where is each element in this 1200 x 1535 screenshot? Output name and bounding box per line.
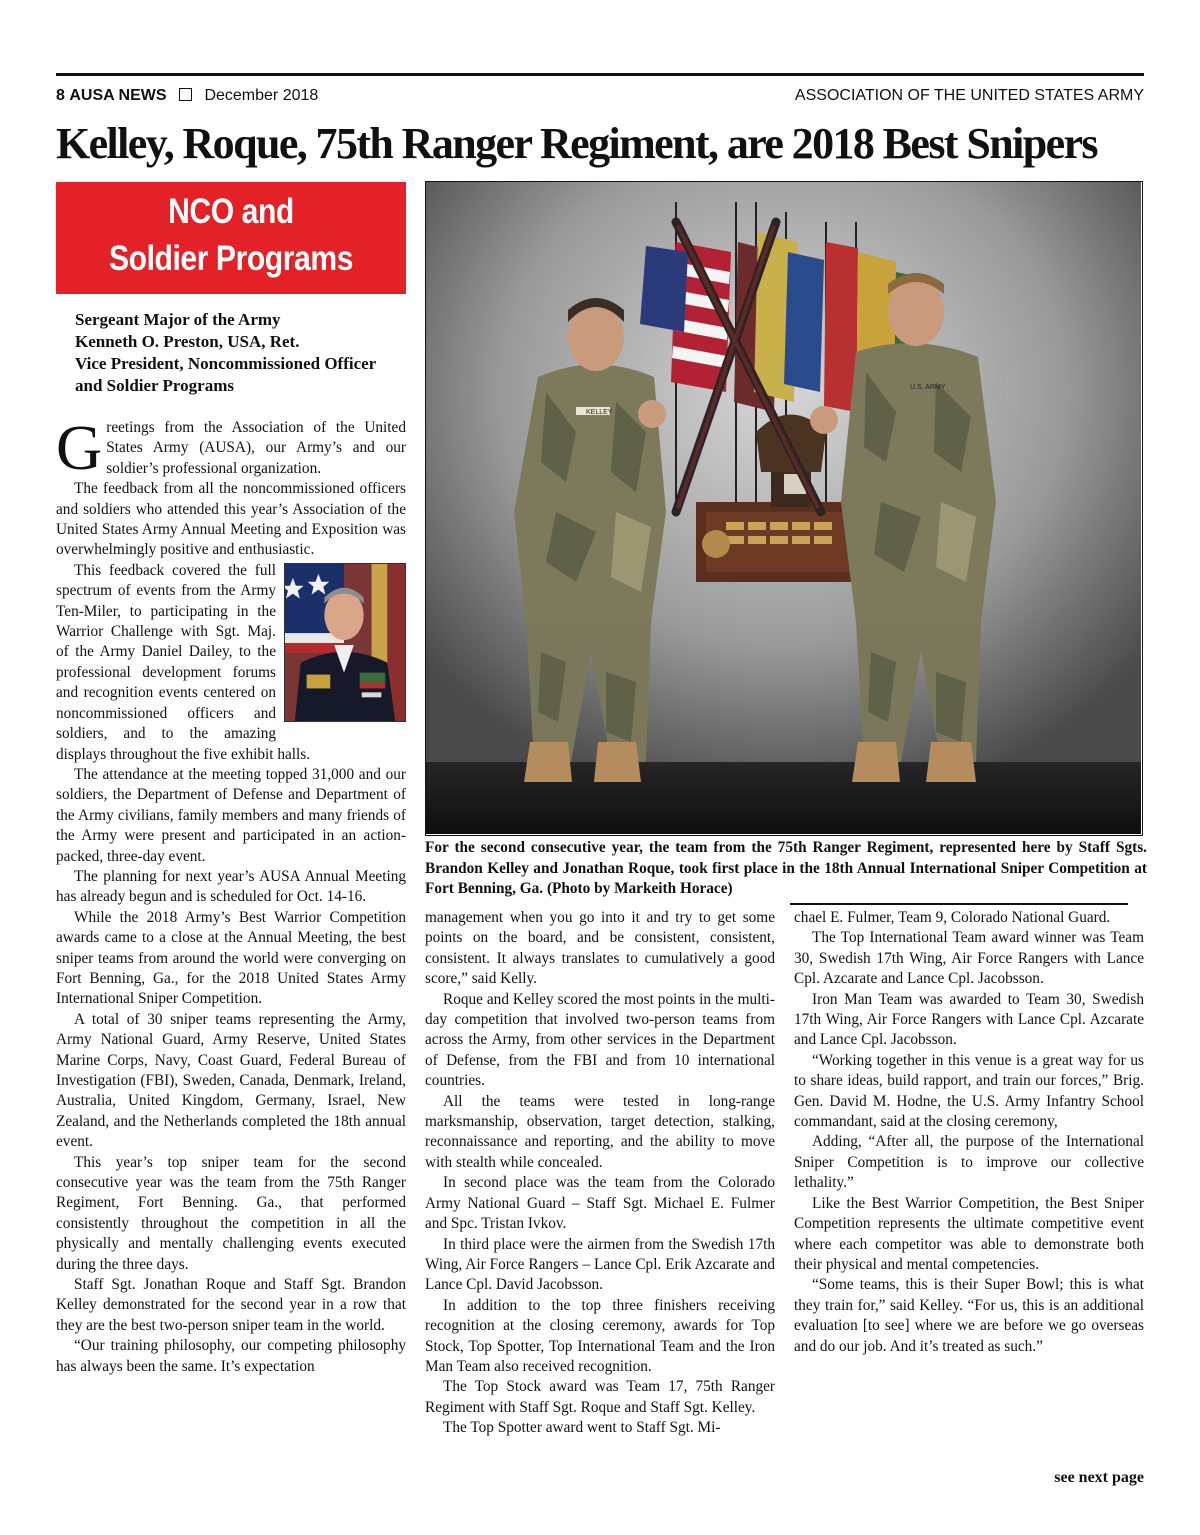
- article-column-2: [425, 908, 775, 1439]
- article-paragraph: In addition to the top three finishers receiving recognition at the closing ceremony, awards for Top Stock, Top Spotter, Top International Team and the Iron Man Team also received recognition.: [425, 1296, 775, 1375]
- top-rule: [56, 73, 1144, 76]
- article-paragraph: A total of 30 sniper teams representing the Army, Army National Guard, Army Reserve, United States Marine Corps, Navy, Coast Guard, Federal Bureau of Investigation (FBI), Sweden, Canada, Denmark, Ireland, Australia, United Kingdom, Germany, Israel, New Zealand, and the Netherlands completed the 18th annual event.: [56, 1010, 406, 1151]
- byline-line: Kenneth O. Preston, USA, Ret.: [75, 332, 300, 351]
- article-paragraph: Roque and Kelley scored the most points in the multi-day competition that involved two-person teams from across the Army, from other services in the Department of Defense, from the FBI and from 10 international countries.: [425, 990, 775, 1090]
- section-banner: [56, 182, 406, 294]
- article-paragraph: [56, 561, 406, 765]
- article-paragraph: Staff Sgt. Jonathan Roque and Staff Sgt. Brandon Kelley demonstrated for the second year in a row that they are the best two-person sniper team in the world.: [56, 1276, 406, 1334]
- paragraph-text: reetings from the Association of the United States Army (AUSA), our Army’s and our soldier’s professional organization.: [106, 419, 406, 477]
- article-paragraph: The feedback from all the noncommissioned officers and soldiers who attended this year’s Association of the United States Army Annual Meeting and Exposition was overwhelmingly positive and enthusiastic.: [56, 480, 406, 559]
- photo-caption: For the second consecutive year, the team from the 75th Ranger Regiment, represented here by Staff Sgts. Brandon Kelley and Jonathan Roque, took first place in the 18th Annual International Sniper Competition at Fort Benning, Ga. (Photo by Markeith Horace): [425, 839, 1147, 897]
- publication-name: AUSA NEWS: [69, 87, 167, 104]
- article-paragraph: All the teams were tested in long-range marksmanship, observation, target detection, stalking, reconnaissance and reporting, and the ability to move with stealth while concealed.: [425, 1092, 775, 1171]
- banner-line-1: NCO and: [168, 192, 294, 231]
- article-paragraph: The Top Stock award was Team 17, 75th Ranger Regiment with Staff Sgt. Roque and Staff Sgt. Kelley.: [425, 1378, 775, 1416]
- banner-line-2: Soldier Programs: [108, 239, 354, 278]
- article-paragraph: “Some teams, this is their Super Bowl; this is what they train for,” said Kelley. “For us, this is an additional evaluation [to see] where we are before we go overseas and do our job. And it’s treated as such.”: [794, 1276, 1144, 1355]
- byline-line: Vice President, Noncommissioned Officer: [75, 354, 377, 373]
- article-paragraph: The Top Spotter award went to Staff Sgt. Mi-: [443, 1419, 721, 1437]
- author-portrait-photo: [284, 563, 406, 722]
- byline-line: Sergeant Major of the Army: [75, 310, 281, 329]
- name-tape: KELLEY: [586, 409, 613, 416]
- dropcap: G: [56, 412, 103, 483]
- article-paragraph: management when you go into it and try to get some points on the board, and be consistent, consistent, consistent. It always translates to cumulatively a good score,” said Kelly.: [425, 909, 775, 988]
- masthead: [56, 87, 1144, 109]
- article-paragraph: The planning for next year’s AUSA Annual Meeting has already begun and is scheduled for Oct. 14-16.: [56, 867, 406, 906]
- masthead-left: [56, 87, 318, 105]
- article-paragraph: Like the Best Warrior Competition, the Best Sniper Competition represents the ultimate competitive event where each competitor was able to demonstrate both their physical and mental competencies.: [794, 1194, 1144, 1273]
- headline: Kelley, Roque, 75th Ranger Regiment, are 2018 Best Snipers: [56, 119, 1097, 168]
- byline: [75, 309, 405, 397]
- organization-name: ASSOCIATION OF THE UNITED STATES ARMY: [794, 87, 1144, 104]
- article-paragraph: This year’s top sniper team for the second consecutive year was the team from the 75th Ranger Regiment, Fort Benning. Ga., that performed consistently throughout the competition in all the physically and mentally challenging events executed during the three days.: [56, 1153, 406, 1273]
- checkbox-bullet-icon: [179, 88, 192, 101]
- article-paragraph: In third place were the airmen from the Swedish 17th Wing, Air Force Rangers – Lance Cpl. Erik Azcarate and Lance Cpl. David Jacobsson.: [425, 1235, 775, 1294]
- article-column-1: [56, 412, 406, 1377]
- page-number: 8: [56, 87, 65, 104]
- issue-date: December 2018: [204, 87, 319, 104]
- article-paragraph: chael E. Fulmer, Team 9, Colorado National Guard.: [794, 909, 1111, 926]
- article-paragraph: [56, 412, 406, 483]
- byline-line: and Soldier Programs: [75, 376, 234, 395]
- article-paragraph: While the 2018 Army’s Best Warrior Competition awards came to a close at the Annual Meeting, the best sniper teams from around the world were converging on Fort Benning, Ga., for the 2018 United States Army International Sniper Competition.: [56, 908, 406, 1008]
- article-paragraph: The Top International Team award winner was Team 30, Swedish 17th Wing, Air Force Rangers with Lance Cpl. Azcarate and Lance Cpl. Jacobsson.: [794, 929, 1144, 988]
- soldiers-with-trophy-illustration: [426, 182, 1141, 834]
- caption-rule: [790, 903, 1128, 905]
- article-paragraph: Iron Man Team was awarded to Team 30, Swedish 17th Wing, Air Force Rangers with Lance Cpl. Azcarate and Lance Cpl. Jacobsson.: [794, 990, 1144, 1049]
- main-photo: [425, 181, 1143, 836]
- article-paragraph: The attendance at the meeting topped 31,000 and our soldiers, the Department of Defense and Department of the Army civilians, family members and many friends of the Army were present and participated in an action-packed, three-day event.: [56, 765, 406, 865]
- article-paragraph: “Working together in this venue is a great way for us to share ideas, build rapport, and train our forces,” Brig. Gen. David M. Hodne, the U.S. Army Infantry School commandant, said at the closing ceremony,: [794, 1051, 1144, 1131]
- article-column-3: [794, 908, 1144, 1357]
- continuation-link[interactable]: see next page: [1054, 1469, 1144, 1486]
- paragraph-text: This feedback covered the full spectrum of events from the Army Ten-Miler, to participating in the Warrior Challenge with Sgt. Maj. of the Army Daniel Dailey, to the professional development forums and recognition events centered on noncommissioned officers and soldiers, and to the amazing displays throughout the five exhibit halls.: [56, 561, 311, 763]
- article-paragraph: In second place was the team from the Colorado Army National Guard – Staff Sgt. Michael E. Fulmer and Spc. Tristan Ivkov.: [425, 1174, 775, 1233]
- article-paragraph: Adding, “After all, the purpose of the International Sniper Competition is to improve our collective lethality.”: [794, 1133, 1144, 1192]
- branch-tape: U.S. ARMY: [910, 384, 946, 391]
- article-paragraph: “Our training philosophy, our competing philosophy has always been the same. It’s expectation: [56, 1337, 406, 1375]
